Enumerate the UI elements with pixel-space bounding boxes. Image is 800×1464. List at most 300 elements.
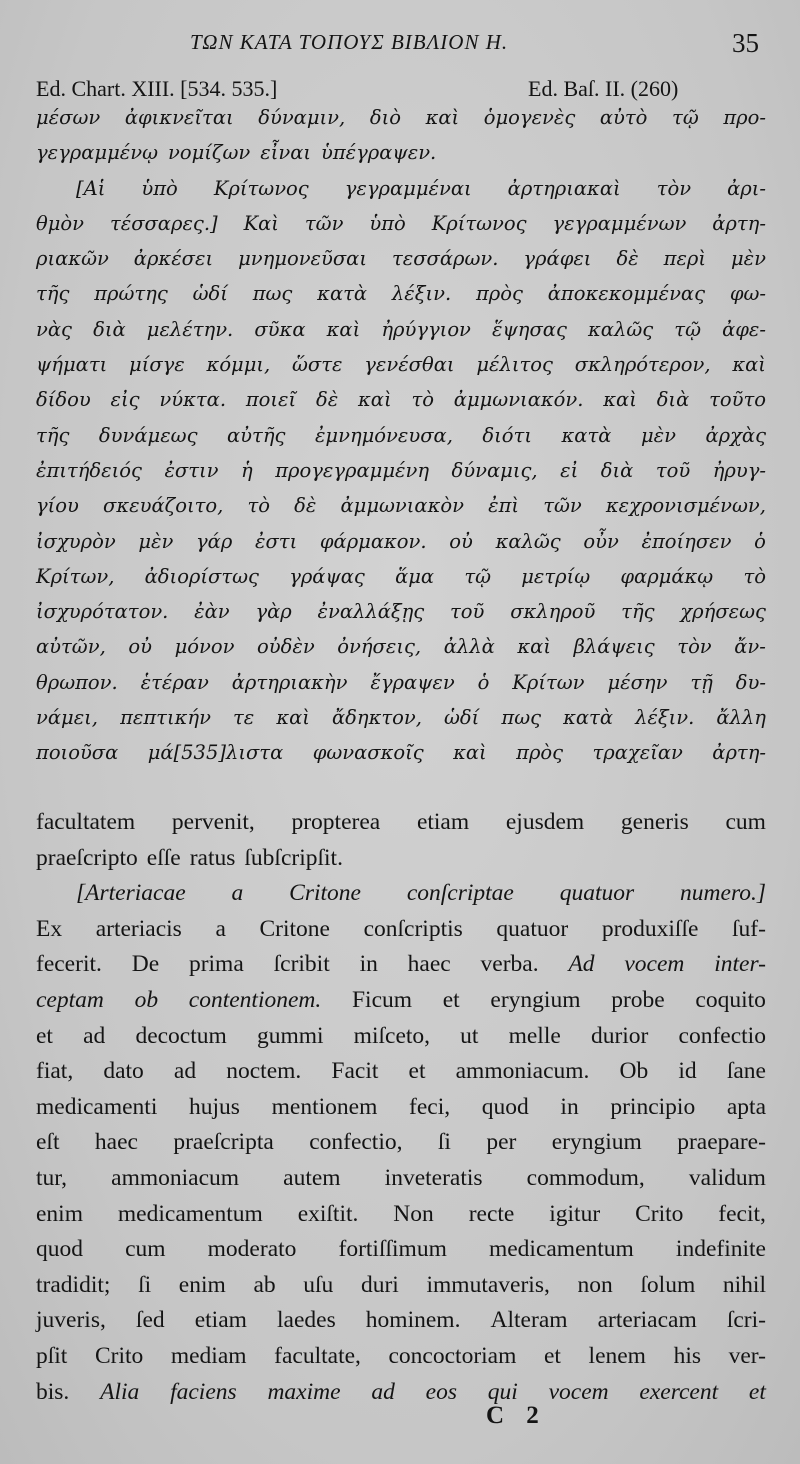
word: conſcriptis [363,915,463,942]
word: φάρμακον. [319,529,427,553]
latin-line [36,841,766,877]
word: γράψας [289,564,365,588]
latin-line [36,876,766,912]
word: τὸν [677,635,712,659]
latin-line [36,1019,766,1055]
word: τῷ [674,317,701,341]
word: μόνον [174,635,235,659]
word: ſane [726,1058,766,1085]
word: γεγραμμένῳ [36,141,158,165]
word: ut [460,1022,479,1049]
word: Crito [635,1200,684,1227]
word: Critone [259,915,330,942]
running-head: ΤΩΝ ΚΑΤΑ ΤΟΠΟΥΣ ΒΙΒΛΙΟΝ Η. [190,30,509,54]
word: inveteratis [384,1164,483,1191]
word: medicamentum [488,1236,634,1263]
word: θμὸν [36,211,85,235]
word: κατὰ [561,423,612,447]
word: Ficum [351,986,413,1013]
word: hominem. [365,1307,461,1334]
word: μίσγε [129,353,185,377]
greek-line [36,735,766,770]
word: ἡ [241,458,253,482]
word: πρὸς [475,282,523,306]
word: γὰρ [255,600,292,624]
word: enim [36,1200,83,1227]
word: φωνασκοῖς [312,741,424,765]
word: μέσην [607,670,668,694]
word: immutaveris, [426,1271,550,1298]
word: prima [188,951,244,978]
edition-reference-basel: Ed. Baſ. II. (260) [528,76,679,101]
word: φαρμάκῳ [620,564,714,588]
word: γενέσθαι [364,353,455,377]
word: Ad [568,951,595,978]
word: βλάψεις [573,635,655,659]
word: igitur [549,1200,601,1227]
word: qui [487,1378,518,1405]
word: μετρίῳ [521,564,591,588]
word: γίου [36,494,79,518]
word: ἰσχυρότατον. [36,600,169,624]
greek-line [36,524,766,559]
word: τῇ [690,670,713,694]
greek-line [36,382,766,417]
word: ceptam [36,986,104,1013]
word: a [231,880,244,907]
word: ὡδί [444,706,480,730]
word: πως [501,706,542,730]
word: τὸ [247,494,270,518]
word: contentionem. [188,986,322,1013]
word: ἀρτηριακὴν [231,670,348,694]
latin-line [36,947,766,983]
edition-reference-chartier: Ed. Chart. XIII. [534. 535.] [36,76,278,101]
word: numero.] [680,880,766,907]
word: praepare- [677,1129,766,1156]
word: commodum, [526,1164,645,1191]
word: εἰ [560,458,579,482]
word: καὶ [276,706,310,730]
word: χρήσεως [680,600,766,624]
word: ποιοῦσα [36,741,119,765]
word: οὖν [583,529,619,553]
word: μέλιτος [476,353,553,377]
word: eryngium [551,1129,642,1156]
word: verba. [480,951,539,978]
word: περὶ [663,247,707,271]
word: Alteram [490,1307,568,1334]
greek-line [36,700,766,735]
word: Non [393,1200,434,1227]
word: ἄδηκτον, [332,706,422,730]
word: etiam [416,809,470,835]
word: et [442,986,460,1013]
word: non [577,1271,613,1298]
word: ὑπὸ [141,176,178,200]
word: μὲν [640,423,676,447]
word: ammoniacum [111,1164,240,1191]
word: τῆς [36,423,70,447]
word: ſolum [640,1271,696,1298]
greek-line [36,171,766,206]
word: in [359,951,378,978]
word: γάρ [196,529,233,553]
word: ſcri- [726,1307,766,1334]
word: πρὸς [516,741,564,765]
word: ἀμμωνιακὸν [340,494,464,518]
word: et [36,1022,53,1049]
greek-line [36,276,766,311]
greek-line [36,594,766,629]
word: mediam [170,1342,247,1369]
word: ejusdem [505,809,585,835]
word: καὶ [517,635,551,659]
word: ſcribit [273,951,330,978]
word: haec [94,1129,138,1156]
word: tur, [36,1164,68,1191]
word: Κρίτων, [36,564,115,588]
word: τῆς [36,282,70,306]
word: et [408,1058,426,1085]
word: ſed [135,1307,165,1334]
word: autem [283,1164,341,1191]
word: inter- [714,951,766,978]
word: δὲ [294,494,317,518]
word: produxiſſe [601,915,699,942]
word: faciens [170,1378,237,1405]
word: καὶ [326,317,361,341]
word: σκληροῦ [510,600,596,624]
word: μνημονεῦσαι [238,247,367,271]
word: ſuf- [732,915,766,942]
word: noctem. [226,1058,302,1085]
word: αὐτὸ [599,106,648,129]
greek-line [36,135,766,170]
word: praeſcripta [173,1129,274,1156]
word: pervenit, [171,809,255,835]
word: ἀλλὰ [443,635,495,659]
latin-line [36,1197,766,1233]
word: διὰ [600,458,634,482]
word: et [748,1378,766,1405]
latin-line [36,805,766,841]
word: ποιεῖ [245,388,297,412]
word: id [678,1058,697,1085]
word: καὶ [358,388,392,412]
word: ὁ [477,670,490,694]
word: πως [252,282,293,306]
word: et [543,1342,561,1369]
word: per [486,1129,517,1156]
word: ἀφε- [722,317,766,341]
word: καὶ [425,106,460,129]
latin-line [36,1375,766,1411]
word: tradidit; [36,1271,111,1298]
word: Ex [36,915,63,942]
word: ἐπὶ [488,494,520,518]
greek-line [36,100,766,135]
word: ἠρύγγιον [381,317,471,341]
word: νάμει, [36,706,99,730]
word: δίδου [36,388,91,412]
word: δύναμις, [451,458,538,482]
word: Critone [289,880,361,907]
word: ὡδί [192,282,228,306]
signature-mark: C 2 [486,1402,547,1429]
word: ἐναλλάξῃς [317,600,425,624]
greek-line [36,206,766,241]
word: ammoniacum. [455,1058,590,1085]
word: τῆς [621,600,655,624]
greek-line [36,312,766,347]
word: facultate, [274,1342,361,1369]
word: Κρίτωνος [431,211,527,235]
word: διότι [482,423,532,447]
word: ἠρυγ- [712,458,766,482]
word: μὲν [730,247,766,271]
word: τέσσαρες.] [109,211,218,235]
word: γεγραμμένων [552,211,687,235]
word: melle [508,1022,561,1049]
word: φω- [729,282,766,306]
word: ἅμα [395,564,435,588]
word: fecerit. [36,951,102,978]
word: σκευάζοιτο, [103,494,224,518]
word: uſu [303,1271,334,1298]
word: medicamenti [36,1093,158,1120]
word: Καὶ [243,211,279,235]
word: εἶναι [260,141,312,165]
word: ἀρκέσει [133,247,214,271]
greek-line [36,241,766,276]
word: ἐστιν [164,458,219,482]
word: Ob [619,1058,649,1085]
word: mentionem [271,1093,378,1120]
latin-line [36,1054,766,1090]
greek-line [36,453,766,488]
word: feci, [409,1093,451,1120]
word: αὐτῶν, [36,635,106,659]
word: εἰς [110,388,140,412]
greek-line [36,629,766,664]
word: fortiſſimum [338,1236,447,1263]
word: ὀνήσεις, [337,635,422,659]
latin-line [36,1161,766,1197]
word: οὐδὲν [257,635,315,659]
word: νύκτα. [159,388,227,412]
latin-line [36,1303,766,1339]
word: κατὰ [563,706,614,730]
word: ver- [728,1342,766,1369]
word: γεγραμμέναι [344,176,472,200]
word: δυ- [735,670,766,694]
word: miſceto, [353,1022,431,1049]
word: καλῶς [588,317,654,341]
word: nihil [722,1271,766,1298]
word: duri [360,1271,399,1298]
word: ab [253,1271,276,1298]
word: etiam [194,1307,247,1334]
word: hujus [189,1093,240,1120]
word: μὲν [138,529,174,553]
word: Κρίτωνος [213,176,309,200]
word: probe [611,986,665,1013]
word: ἀρτη- [712,211,766,235]
word: dato [103,1058,144,1085]
word: τῶν [543,494,582,518]
word: ἀρτηριακαὶ [507,176,621,200]
word: praeſcripto [36,844,138,871]
word: ſi [437,1129,451,1156]
word: lenem [588,1342,646,1369]
word: pſit [36,1342,68,1369]
word: arteriacam [597,1307,697,1334]
page-number: 35 [732,28,759,58]
word: [Αἱ [76,176,106,200]
word: confectio [678,1022,766,1049]
word: conſcriptae [406,880,514,907]
word: durior [590,1022,649,1049]
word: τε [233,706,255,730]
latin-text-block [36,805,766,1410]
word: ſi [138,1271,152,1298]
word: ἀφικνεῖται [124,106,234,129]
word: τοῦ [655,458,691,482]
word: arteriacis [95,915,182,942]
word: ἀρι- [727,176,766,200]
word: ὑπέγραψεν. [321,141,437,165]
word: coquito [695,986,766,1013]
word: generis [620,809,689,835]
word: fecit, [718,1200,766,1227]
word: confectio, [309,1129,403,1156]
word: quatuor [496,915,569,942]
word: σῦκα [254,317,306,341]
word: κεχρονισμένων, [605,494,766,518]
word: λέξιν. [391,282,452,306]
word: Alia [100,1378,140,1405]
word: τῷ [672,106,699,129]
word: in [560,1093,579,1120]
word: Κρίτων [512,670,585,694]
word: διὰ [656,388,690,412]
word: δὲ [616,247,639,271]
word: δυνάμεως [98,423,198,447]
word: his [673,1342,701,1369]
word: eſſe [146,844,181,871]
word: ſubſcripſit. [244,844,343,871]
word: νὰς [36,317,72,341]
greek-line [36,347,766,382]
word: [Arteriacae [76,880,186,907]
word: cum [725,809,766,835]
word: τοῦ [450,600,485,624]
word: ἰσχυρὸν [36,529,116,553]
word: juveris, [36,1307,106,1334]
word: τοῦτο [709,388,766,412]
word: Crito [94,1342,144,1369]
word: δὲ [315,388,339,412]
word: ὁ [754,529,766,553]
word: ἕψησας [492,317,567,341]
word: quod [481,1093,529,1120]
word: vocem [624,951,685,978]
word: κατὰ [317,282,368,306]
word: facultatem [36,809,136,835]
latin-line [36,1339,766,1375]
word: νομίζων [167,141,251,165]
latin-line [36,1125,766,1161]
word: γράφει [523,247,592,271]
word: ἐὰν [194,600,230,624]
word: enim [178,1271,226,1298]
greek-line [36,418,766,453]
word: propterea [291,809,381,835]
word: vocem [548,1378,609,1405]
word: μελέτην. [146,317,234,341]
word: διὸ [369,106,401,129]
word: ob [134,986,159,1013]
latin-line [36,1268,766,1304]
word: μέσων [36,106,101,129]
word: ἐστι [255,529,298,553]
word: ἑτέραν [140,670,209,694]
word: ἀρχὰς [705,423,766,447]
word: exiſtit. [297,1200,359,1227]
word: validum [688,1164,766,1191]
word: καὶ [732,353,766,377]
word: τὸ [411,388,434,412]
word: recte [468,1200,515,1227]
word: exercent [639,1378,719,1405]
word: αὐτῆς [227,423,286,447]
word: καλῶς [495,529,561,553]
word: indefinite [675,1236,766,1263]
word: τὸν [656,176,692,200]
word: μά[535]λιστα [147,741,284,765]
word: τραχεῖαν [592,741,683,765]
word: πεπτικήν [120,706,211,730]
word: τὸ [743,564,766,588]
word: σκληρότερον, [574,353,711,377]
word: eſt [36,1129,60,1156]
word: concoctoriam [388,1342,517,1369]
word: καὶ [603,388,637,412]
word: ὥστε [292,353,343,377]
word: maxime [267,1378,341,1405]
word: ἀδιορίστως [144,564,259,588]
latin-line [36,912,766,948]
word: ἀποκεκομμένας [547,282,706,306]
word: προ- [723,106,766,129]
word: λέξιν. [635,706,695,730]
word: eos [425,1378,457,1405]
word: fiat, [36,1058,74,1085]
word: ἐμνημόνευσα, [314,423,453,447]
word: cum [125,1236,166,1263]
word: δύναμιν, [258,106,346,129]
word: ad [173,1058,197,1085]
word: ad [371,1378,395,1405]
word: ἐπιτήδειός [36,458,142,482]
greek-line [36,559,766,594]
word: ὁμογενὲς [483,106,576,129]
word: ἐποίησεν [641,529,732,553]
word: τῶν [304,211,344,235]
word: gummi [256,1022,324,1049]
word: οὐ [449,529,473,553]
